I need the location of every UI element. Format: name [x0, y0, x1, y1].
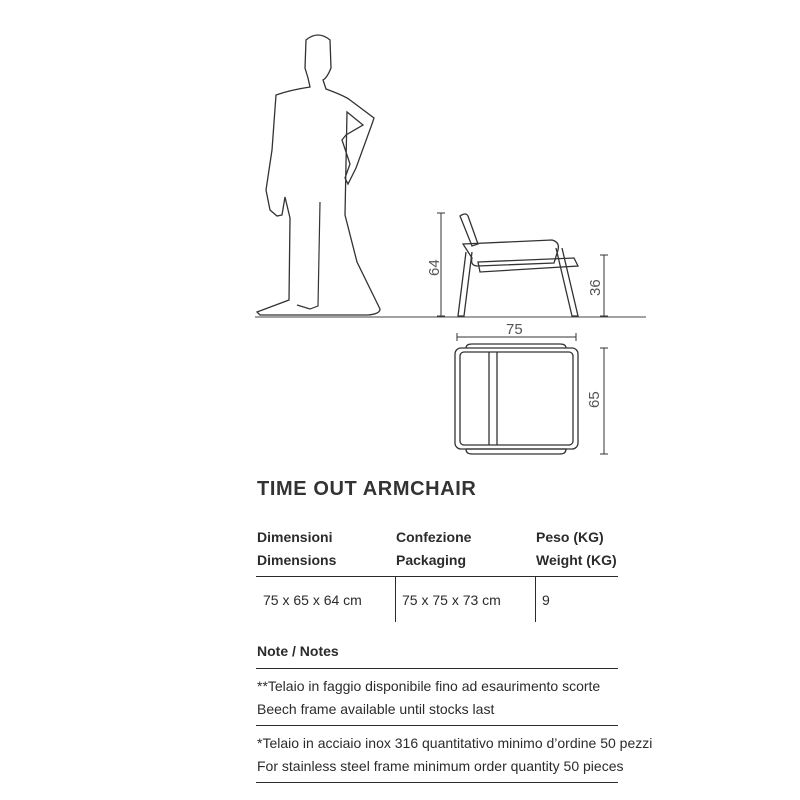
width-dimension-label: 75 [506, 321, 523, 338]
table-header-rule [256, 576, 618, 577]
armchair-top-view [455, 344, 578, 454]
cell-packaging: 75 x 75 x 73 cm [402, 592, 501, 608]
note-item-2: *Telaio in acciaio inox 316 quantitativo minimo d’ordine 50 pezzi For stainless steel frame minimum order quantity 50 pieces [257, 735, 653, 774]
notes-heading: Note / Notes [257, 643, 339, 659]
table-divider-2 [535, 577, 536, 622]
header-packaging: Confezione Packaging [396, 529, 472, 568]
depth-dimension-label: 65 [586, 391, 603, 408]
header-dimensions: Dimensioni Dimensions [257, 529, 337, 568]
notes-rule-1 [256, 668, 618, 669]
cell-weight: 9 [542, 592, 550, 608]
height-dimension-label: 64 [426, 259, 443, 276]
cell-dimensions: 75 x 65 x 64 cm [263, 592, 362, 608]
header-weight: Peso (KG) Weight (KG) [536, 529, 617, 568]
arm-height-dimension-label: 36 [587, 279, 604, 296]
notes-rule-3 [256, 782, 618, 783]
note-item-1: **Telaio in faggio disponibile fino ad esaurimento scorte Beech frame available until stocks last [257, 678, 601, 717]
product-title: TIME OUT ARMCHAIR [257, 478, 477, 500]
armchair-side-view [458, 214, 578, 316]
notes-rule-2 [256, 725, 618, 726]
table-divider-1 [395, 577, 396, 622]
